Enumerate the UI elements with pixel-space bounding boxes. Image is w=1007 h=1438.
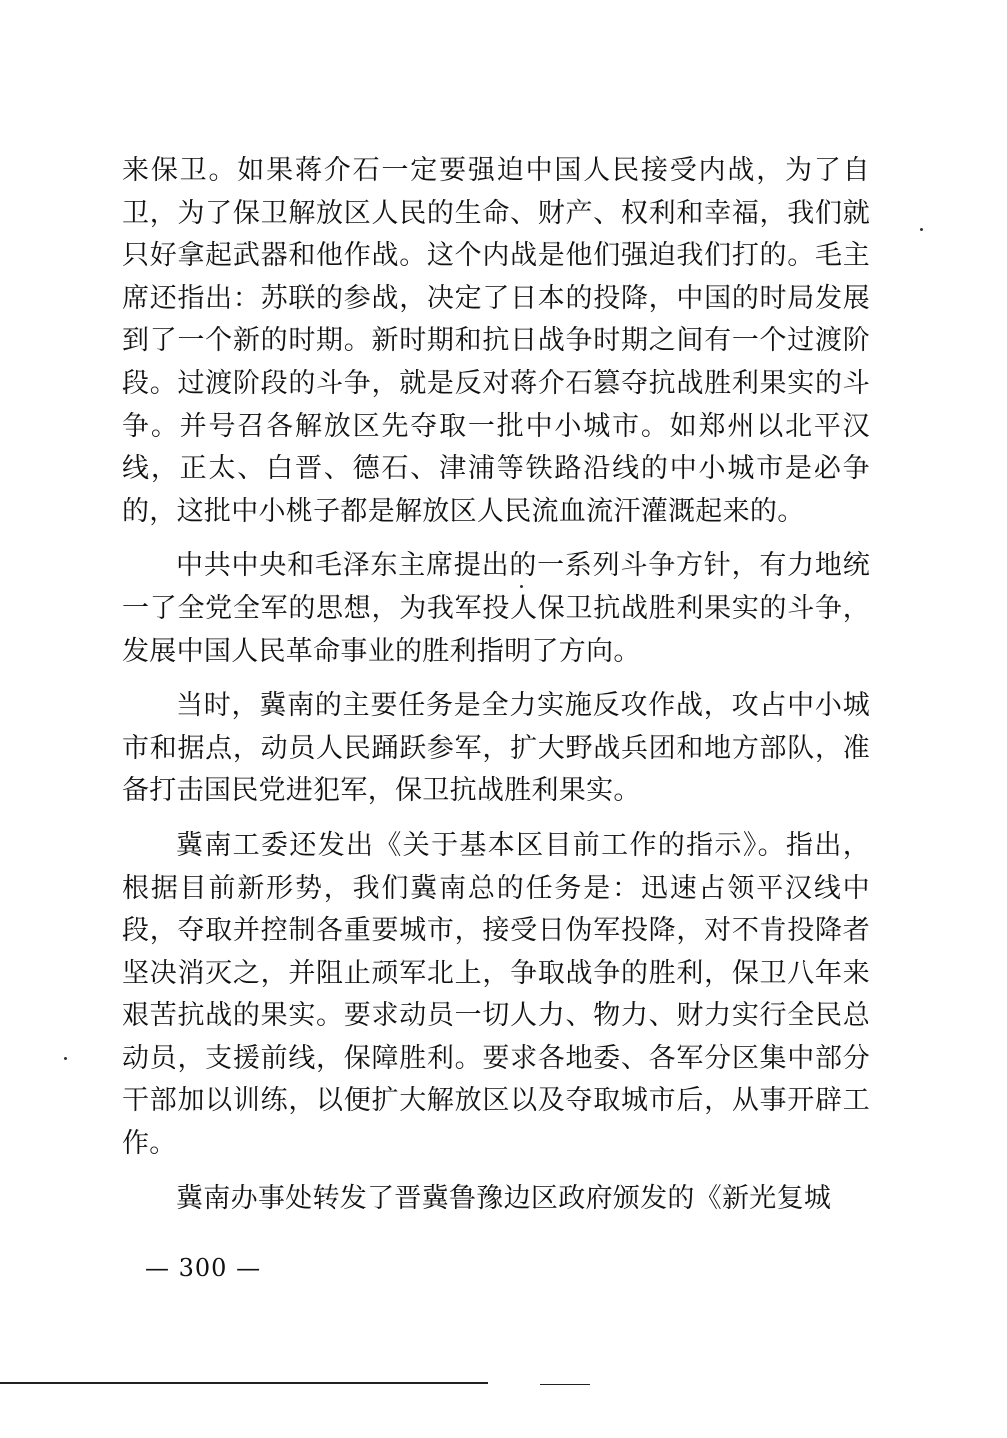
scan-edge-line <box>0 1382 488 1384</box>
paragraph-3: 当时，冀南的主要任务是全力实施反攻作战，攻占中小城市和据点，动员人民踊跃参军，扩大野战兵团和地方部队，准备打击国民党进犯军，保卫抗战胜利果实。 <box>122 690 870 807</box>
scan-speck <box>64 1057 67 1060</box>
scan-edge-mark <box>540 1384 590 1385</box>
paragraph-2: 中共中央和毛泽东主席提出的一系列斗争方针，有力地统一了全党全军的思想，为我军投人保卫抗战胜利果实的斗争，发展中国人民革命事业的胜利指明了方向。 <box>122 550 870 667</box>
paragraph-1: 来保卫。如果蒋介石一定要强迫中国人民接受内战，为了自卫，为了保卫解放区人民的生命、财产、权利和幸福，我们就只好拿起武器和他作战。这个内战是他们强迫我们打的。毛主席还指出：苏联的参战，决定了日本的投降，中国的时局发展到了一个新的时期。新时期和抗日战争时期之间有一个过渡阶段。过渡阶段的斗争，就是反对蒋介石篡夺抗战胜利果实的斗争。并号召各解放区先夺取一批中小城市。如郑州以北平汉线，正太、白晋、德石、津浦等铁路沿线的中小城市是必争的，这批中小桃子都是解放区人民流血流汗灌溉起来的。 <box>122 155 870 527</box>
scan-speck <box>920 228 923 231</box>
paragraph-5: 冀南办事处转发了晋冀鲁豫边区政府颁发的《新光复城 <box>176 1182 832 1214</box>
page-number: — 300 — <box>145 1254 262 1282</box>
body-text <box>122 150 870 1220</box>
scan-speck <box>520 585 523 588</box>
paragraph-4: 冀南工委还发出《关于基本区目前工作的指示》。指出，根据目前新形势，我们冀南总的任务是：迅速占领平汉线中段，夺取并控制各重要城市，接受日伪军投降，对不肯投降者坚决消灭之，并阻止顽军北上，争取战争的胜利，保卫八年来艰苦抗战的果实。要求动员一切人力、物力、财力实行全民总动员，支援前线，保障胜利。要求各地委、各军分区集中部分干部加以训练，以便扩大解放区以及夺取城市后，从事开辟工作。 <box>122 829 870 1160</box>
